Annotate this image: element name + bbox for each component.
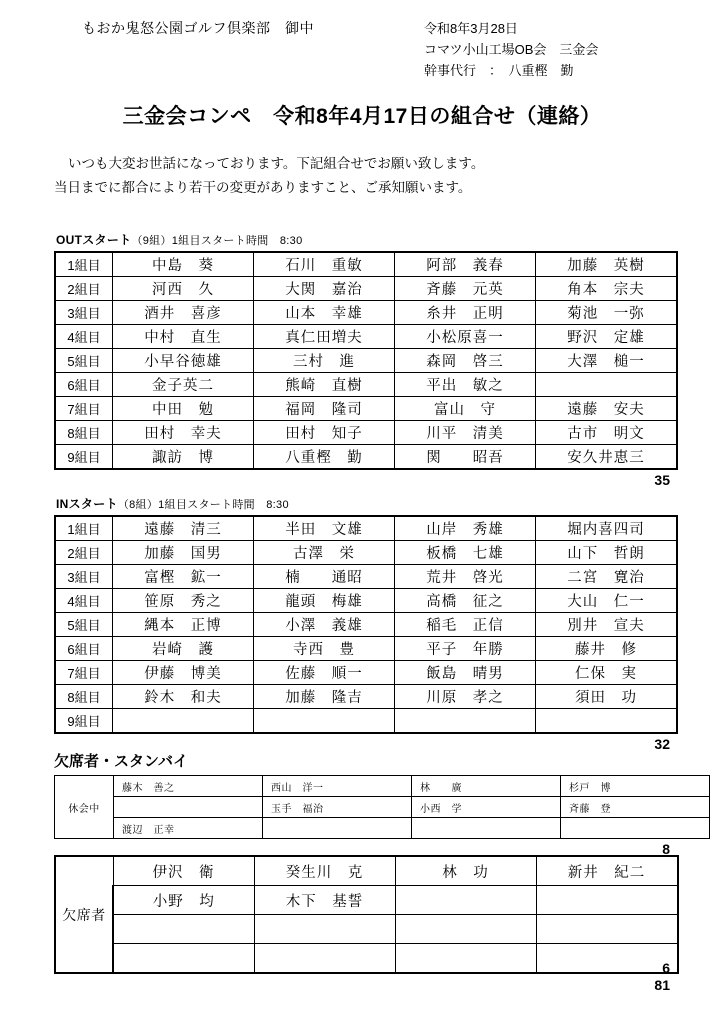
- absentee-name: 小野 均: [113, 886, 254, 915]
- absentee-name: [254, 915, 395, 944]
- absentee-name: [536, 915, 678, 944]
- in-caption-sub: （8組）1組目スタート時間 8:30: [117, 499, 289, 511]
- standby-table: [54, 775, 710, 839]
- player-name: 菊池 一弥: [536, 301, 678, 325]
- player-name: 縄本 正博: [113, 613, 254, 637]
- group-index: 4組目: [55, 589, 113, 613]
- player-name: 真仁田増夫: [254, 325, 395, 349]
- table-row: [55, 818, 710, 839]
- player-name: 山岸 秀雄: [395, 516, 536, 541]
- table-row: [55, 661, 677, 685]
- table-row: [55, 252, 677, 277]
- player-name: 笹原 秀之: [113, 589, 254, 613]
- absentee-name: [395, 886, 536, 915]
- out-section-caption: [54, 231, 672, 248]
- player-name: 古市 明文: [536, 421, 678, 445]
- table-row: [55, 797, 710, 818]
- in-caption-main: INスタート: [56, 497, 118, 511]
- standby-name: [561, 818, 710, 839]
- player-name: 三村 進: [254, 349, 395, 373]
- group-index: 9組目: [55, 445, 113, 470]
- grand-total: 81: [654, 977, 670, 993]
- standby-name: 玉手 福治: [263, 797, 412, 818]
- player-name: 大山 仁一: [536, 589, 678, 613]
- player-name: 糸井 正明: [395, 301, 536, 325]
- player-name: 山本 幸雄: [254, 301, 395, 325]
- player-name: 岩崎 護: [113, 637, 254, 661]
- absentee-name: 癸生川 克: [254, 856, 395, 886]
- table-row: [55, 856, 678, 886]
- in-start-section: [54, 495, 672, 752]
- absentee-label: 欠席者: [55, 856, 113, 973]
- group-index: 6組目: [55, 637, 113, 661]
- out-groups-table: [54, 251, 678, 470]
- standby-name: 林 廣: [412, 776, 561, 797]
- player-name: 二宮 寛治: [536, 565, 678, 589]
- table-row: [55, 373, 677, 397]
- intro-line-1: いつも大変お世話になっております。下記組合せでお願い致します。: [68, 156, 485, 171]
- player-name: 別井 宣夫: [536, 613, 678, 637]
- group-index: 3組目: [55, 301, 113, 325]
- player-name: 飯島 晴男: [395, 661, 536, 685]
- player-name: 堀内喜四司: [536, 516, 678, 541]
- player-name: [536, 373, 678, 397]
- table-row: [55, 709, 677, 734]
- player-name: 阿部 義春: [395, 252, 536, 277]
- table-row: [55, 776, 710, 797]
- group-index: 3組目: [55, 565, 113, 589]
- player-name: 小松原喜一: [395, 325, 536, 349]
- player-name: 熊崎 直樹: [254, 373, 395, 397]
- group-index: 9組目: [55, 709, 113, 734]
- contact-person: 幹事代行 ： 八重樫 勤: [424, 63, 574, 78]
- page-title: 三金会コンペ 令和8年4月17日の組合せ（連絡）: [122, 105, 602, 128]
- in-groups-table: [54, 515, 678, 734]
- player-name: 平出 敏之: [395, 373, 536, 397]
- standby-name: 小西 学: [412, 797, 561, 818]
- organization-name: コマツ小山工場OB会 三金会: [424, 42, 599, 57]
- table-row: [55, 685, 677, 709]
- group-index: 8組目: [55, 421, 113, 445]
- player-name: 大関 嘉治: [254, 277, 395, 301]
- player-name: 福岡 隆司: [254, 397, 395, 421]
- addressee-line: もおか鬼怒公園ゴルフ倶楽部 御中: [82, 20, 314, 36]
- absentee-name: 新井 紀二: [536, 856, 678, 886]
- document-header: [0, 18, 724, 88]
- standby-name: [412, 818, 561, 839]
- player-name: 小澤 義雄: [254, 613, 395, 637]
- standby-count: 8: [662, 841, 670, 857]
- intro-paragraph: [54, 152, 694, 200]
- player-name: 古澤 栄: [254, 541, 395, 565]
- player-name: 金子英二: [113, 373, 254, 397]
- player-name: 山下 哲朗: [536, 541, 678, 565]
- player-name: 川平 清美: [395, 421, 536, 445]
- in-section-caption: [54, 495, 672, 512]
- table-row: [55, 915, 678, 944]
- table-row: [55, 445, 677, 470]
- player-name: 加藤 国男: [113, 541, 254, 565]
- table-row: [55, 541, 677, 565]
- standby-name: 斉藤 登: [561, 797, 710, 818]
- player-name: 荒井 啓光: [395, 565, 536, 589]
- table-row: [55, 565, 677, 589]
- document-date: 令和8年3月28日: [424, 21, 518, 36]
- player-name: 小早谷徳雄: [113, 349, 254, 373]
- absentee-name: 林 功: [395, 856, 536, 886]
- standby-name: 藤木 善之: [114, 776, 263, 797]
- absentee-count: 6: [662, 960, 670, 976]
- table-row: [55, 397, 677, 421]
- player-name: 角本 宗夫: [536, 277, 678, 301]
- player-name: 富山 守: [395, 397, 536, 421]
- group-index: 2組目: [55, 277, 113, 301]
- table-row: [55, 886, 678, 915]
- player-name: 中村 直生: [113, 325, 254, 349]
- player-name: 龍頭 梅雄: [254, 589, 395, 613]
- player-name: 藤井 修: [536, 637, 678, 661]
- standby-section: [54, 750, 672, 857]
- player-name: 中島 葵: [113, 252, 254, 277]
- player-name: 半田 文雄: [254, 516, 395, 541]
- player-name: 中田 勉: [113, 397, 254, 421]
- player-name: 加藤 隆吉: [254, 685, 395, 709]
- group-index: 7組目: [55, 661, 113, 685]
- absentee-name: [536, 886, 678, 915]
- player-name: 田村 幸夫: [113, 421, 254, 445]
- player-name: 関 昭吾: [395, 445, 536, 470]
- player-name: 須田 功: [536, 685, 678, 709]
- player-name: 斉藤 元英: [395, 277, 536, 301]
- group-index: 2組目: [55, 541, 113, 565]
- absentee-table: [54, 855, 679, 974]
- standby-label: 休会中: [55, 776, 114, 839]
- player-name: [113, 709, 254, 734]
- player-name: 楠 通昭: [254, 565, 395, 589]
- intro-line-2: 当日までに都合により若干の変更がありますこと、ご承知願います。: [54, 180, 472, 195]
- table-row: [55, 613, 677, 637]
- player-name: 川原 孝之: [395, 685, 536, 709]
- group-index: 1組目: [55, 516, 113, 541]
- table-row: [55, 421, 677, 445]
- table-row: [55, 516, 677, 541]
- table-row: [55, 589, 677, 613]
- player-name: 伊藤 博美: [113, 661, 254, 685]
- player-name: 森岡 啓三: [395, 349, 536, 373]
- player-name: 高橋 征之: [395, 589, 536, 613]
- player-name: 安久井恵三: [536, 445, 678, 470]
- player-name: 鈴木 和夫: [113, 685, 254, 709]
- player-name: [395, 709, 536, 734]
- absentee-name: [113, 915, 254, 944]
- standby-name: 渡辺 正幸: [114, 818, 263, 839]
- out-caption-main: OUTスタート: [56, 233, 132, 247]
- standby-name: [114, 797, 263, 818]
- group-index: 1組目: [55, 252, 113, 277]
- standby-name: [263, 818, 412, 839]
- table-row: [55, 349, 677, 373]
- sender-block: [424, 18, 598, 81]
- player-name: 佐藤 順一: [254, 661, 395, 685]
- group-index: 5組目: [55, 349, 113, 373]
- player-name: 平子 年勝: [395, 637, 536, 661]
- group-index: 4組目: [55, 325, 113, 349]
- player-name: 石川 重敏: [254, 252, 395, 277]
- player-name: 遠藤 安夫: [536, 397, 678, 421]
- player-name: 諏訪 博: [113, 445, 254, 470]
- out-caption-sub: （9組）1組目スタート時間 8:30: [131, 235, 303, 247]
- player-name: 田村 知子: [254, 421, 395, 445]
- player-name: 仁保 実: [536, 661, 678, 685]
- group-index: 6組目: [55, 373, 113, 397]
- group-index: 5組目: [55, 613, 113, 637]
- group-index: 7組目: [55, 397, 113, 421]
- group-index: 8組目: [55, 685, 113, 709]
- absentee-name: [395, 915, 536, 944]
- player-name: 稲毛 正信: [395, 613, 536, 637]
- absentee-name: 伊沢 衛: [113, 856, 254, 886]
- player-name: 野沢 定雄: [536, 325, 678, 349]
- player-name: 寺西 豊: [254, 637, 395, 661]
- player-name: 八重樫 勤: [254, 445, 395, 470]
- player-name: 富樫 鉱一: [113, 565, 254, 589]
- player-name: [536, 709, 678, 734]
- absentee-section: [54, 855, 672, 974]
- standby-name: 西山 洋一: [263, 776, 412, 797]
- absentee-name: 木下 基誓: [254, 886, 395, 915]
- out-start-section: [54, 231, 672, 488]
- standby-name: 杉戸 博: [561, 776, 710, 797]
- table-row: [55, 277, 677, 301]
- table-row: [55, 301, 677, 325]
- player-name: [254, 709, 395, 734]
- standby-title: 欠席者・スタンバイ: [54, 753, 188, 770]
- in-count: 32: [654, 736, 670, 752]
- player-name: 河西 久: [113, 277, 254, 301]
- table-row: [55, 325, 677, 349]
- player-name: 遠藤 清三: [113, 516, 254, 541]
- table-row: [55, 637, 677, 661]
- player-name: 酒井 喜彦: [113, 301, 254, 325]
- player-name: 大澤 槌一: [536, 349, 678, 373]
- player-name: 板橋 七雄: [395, 541, 536, 565]
- player-name: 加藤 英樹: [536, 252, 678, 277]
- out-count: 35: [654, 472, 670, 488]
- totals-block: [54, 960, 672, 994]
